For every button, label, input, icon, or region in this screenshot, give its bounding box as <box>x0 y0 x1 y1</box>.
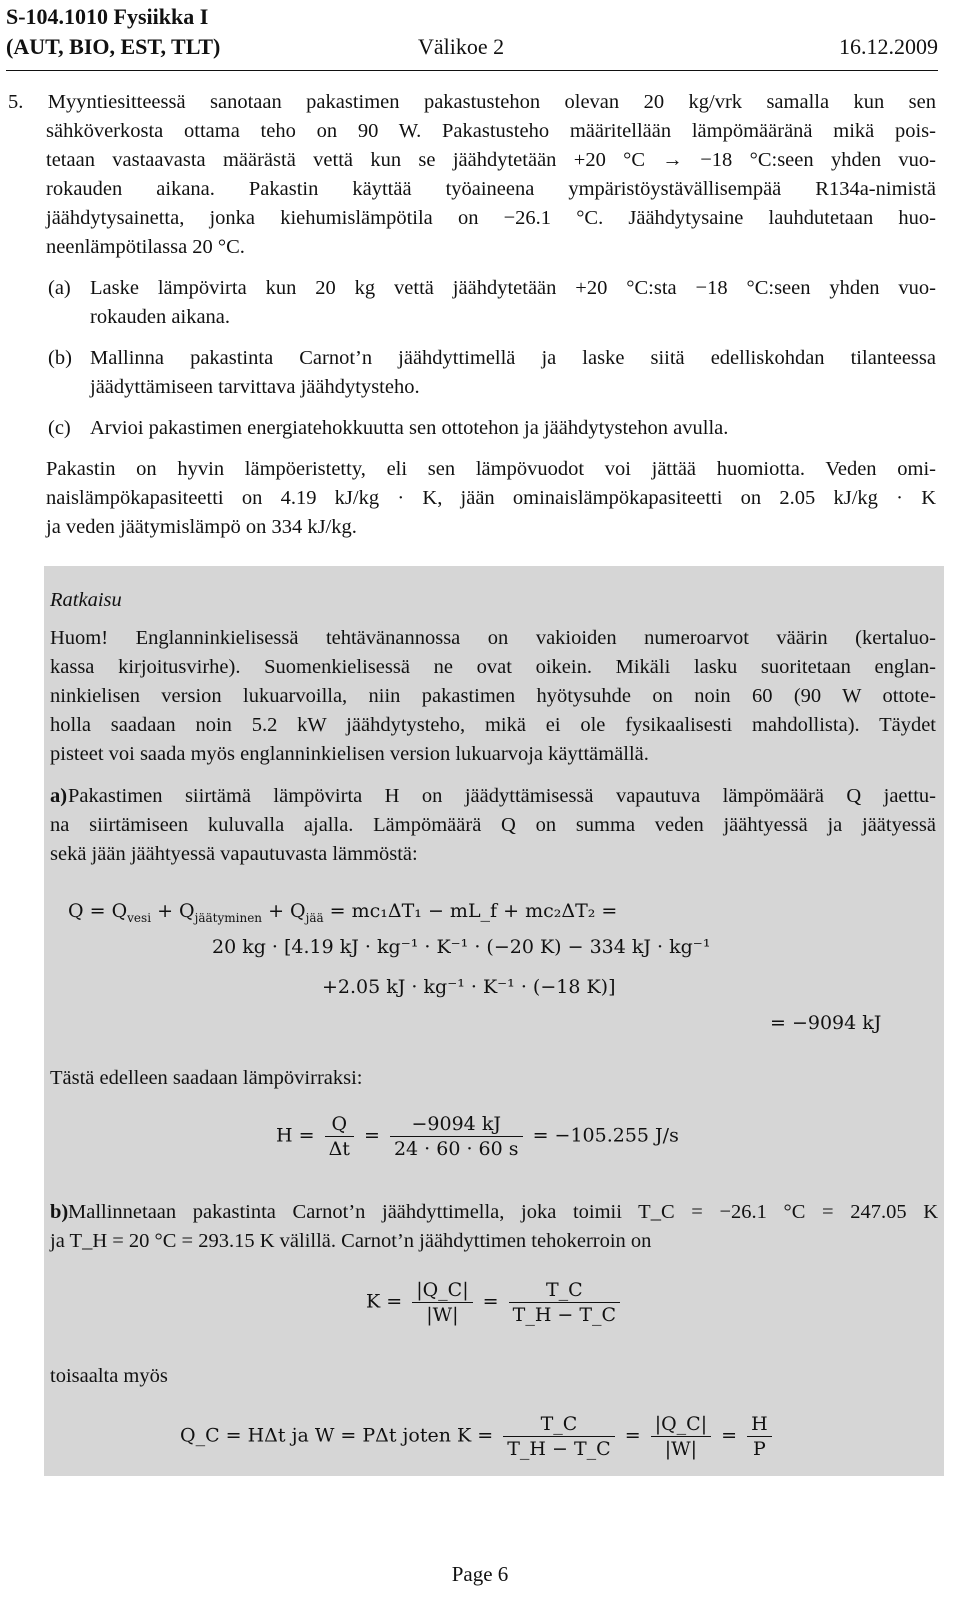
equation-heat-result: = −9094 kJ <box>770 1012 882 1034</box>
also-text: toisaalta myös <box>50 1365 168 1387</box>
intro-line: jäähdytysainetta, jonka kiehumislämpötila on −26.1 °C. Jäähdytysaine lauhdutetaan huo- <box>46 207 936 229</box>
item-label-c: (c) <box>48 417 71 439</box>
part-a-label: a) <box>50 785 68 807</box>
part-b-line: ja T_H = 20 °C = 293.15 K välillä. Carnot’n jäähdyttimen tehokerroin on <box>50 1230 652 1252</box>
fraction: $\frac{Q}{\Delta t}$ <box>325 1112 354 1161</box>
intro-line: neenlämpötilassa 20 °C. <box>46 236 245 258</box>
item-b-line: jäädyttämiseen tarvittava jäähdytysteho. <box>90 376 420 398</box>
part-a-line: Pakastimen siirtämä lämpövirta H on jäädyttämisessä vapautuva lämpömäärä Q jaettu- <box>68 785 936 807</box>
item-a-line: rokauden aikana. <box>90 306 231 328</box>
page-number: Page 6 <box>451 1562 509 1586</box>
equation-heat-line2: 20 kg · [4.19 kJ · kg⁻¹ · K⁻¹ · (−20 K) − 334 kJ · kg⁻¹ <box>212 936 711 958</box>
fraction: $\frac{-9094 kJ}{24 \cdot 60 \cdot 60 s}$ <box>390 1112 523 1161</box>
equation-heat: $Q = Q_{vesi} + Q_{jäätyminen} + Q_{jää} = mc_1\Delta T_1$ − mL_f + mc₂ΔT₂ = <box>68 900 618 925</box>
item-label-a: (a) <box>48 277 71 299</box>
part-b-label: b) <box>50 1201 69 1223</box>
item-b-line: Mallinna pakastinta Carnot’n jäähdyttimellä ja laske siitä edelliskohdan tilanteessa <box>90 347 936 369</box>
item-label-b: (b) <box>48 347 72 369</box>
fraction: $\frac{|Q\_C|}{|W|}$ <box>412 1278 472 1327</box>
item-c-line: Arvioi pakastimen energiatehokkuutta sen ottotehon ja jäähdytystehon avulla. <box>90 417 729 439</box>
solution-heading: Ratkaisu <box>50 589 122 611</box>
intro-line: sähköverkosta ottama teho on 90 W. Pakastusteho määritellään lämpömääränä mikä pois- <box>46 120 936 142</box>
programs: (AUT, BIO, EST, TLT) <box>6 34 221 59</box>
fraction: $\frac{T\_C}{T\_H - T\_C}$ <box>509 1278 620 1327</box>
header-line-2 <box>6 32 938 62</box>
course-title: S-104.1010 Fysiikka I <box>6 4 209 29</box>
item-a-line: Laske lämpövirta kun 20 kg vettä jäähdytetään +20 °C:sta −18 °C:seen yhden vuo- <box>90 277 936 299</box>
intro-line: rokauden aikana. Pakastin käyttää työaineena ympäristöystävällisempää R134a-nimistä <box>46 178 936 200</box>
equation-heat-flow: H = $\frac{Q}{\Delta t}$ = $\frac{-9094 kJ}{24 \cdot 60 \cdot 60 s}$ = −105.255 J/s <box>276 1113 679 1160</box>
header-rule <box>6 70 938 71</box>
equation-heat-line3: +2.05 kJ · kg⁻¹ · K⁻¹ · (−18 K)] <box>322 976 616 998</box>
page-header <box>6 2 938 62</box>
fraction: $\frac{T\_C}{T\_H - T\_C}$ <box>503 1412 614 1461</box>
note-line: naislämpökapasiteetti on 4.19 kJ/kg · K, jään ominaislämpökapasiteetti on 2.05 kJ/kg · K <box>46 487 936 509</box>
fraction: $\frac{|Q\_C|}{|W|}$ <box>651 1412 711 1461</box>
part-b-line: Mallinnetaan pakastinta Carnot’n jäähdyttimella, joka toimii T_C = −26.1 °C = 247.05 K <box>68 1201 938 1223</box>
warning-line: kassa kirjoitusvirhe). Suomenkielisessä ne ovat oikein. Mikäli lasku suoritetaan englan- <box>50 656 936 678</box>
intro-line: tetaan vastaavasta määrästä vettä kun se jäähdytetään +20 °C → −18 °C:seen yhden vuo- <box>46 149 936 171</box>
warning-line: Huom! Englanninkielisessä tehtävänannossa on vakioiden numeroarvot väärin (kertaluo- <box>50 627 936 649</box>
note-line: ja veden jäätymislämpö on 334 kJ/kg. <box>46 516 357 538</box>
exam-date: 16.12.2009 <box>839 34 938 59</box>
part-a-line: na siirtämiseen kuluvalla ajalla. Lämpömäärä Q on summa veden jäähtyessä ja jäätyessä <box>50 814 936 836</box>
part-a-line: sekä jään jäähtyessä vapautuvasta lämmöstä: <box>50 843 418 865</box>
fraction: $\frac{H}{P}$ <box>747 1412 772 1461</box>
exam-name: Välikoe 2 <box>418 34 505 59</box>
equation-k: Q_C = HΔt ja W = PΔt joten K = $\frac{T\_C}{T\_H - T\_C}$ = $\frac{|Q\_C|}{|W|}$ = $\frac{H}{P}$ <box>180 1412 776 1461</box>
solution-box <box>44 566 944 1476</box>
heat-flow-intro: Tästä edelleen saadaan lämpövirraksi: <box>50 1067 363 1089</box>
warning-line: pisteet voi saada myös englanninkielisen version lukuarvoja käyttämällä. <box>50 743 649 765</box>
intro-line: 5. Myyntiesitteessä sanotaan pakastimen pakastustehon olevan 20 kg/vrk samalla kun sen <box>8 91 936 113</box>
note-line: Pakastin on hyvin lämpöeristetty, eli sen lämpövuodot voi jättää huomiotta. Veden omi- <box>46 458 936 480</box>
warning-line: ninkielisen version lukuarvoilla, niin pakastimen hyötysuhde on noin 60 (90 W ottote- <box>50 685 936 707</box>
warning-line: holla saadaan noin 5.2 kW jäähdytysteho, mikä ei ole fysikaalisesti mahdollista). Täydet <box>50 714 936 736</box>
equation-carnot: K = $\frac{|Q\_C|}{|W|}$ = $\frac{T\_C}{T\_H - T\_C}$ <box>366 1278 624 1327</box>
